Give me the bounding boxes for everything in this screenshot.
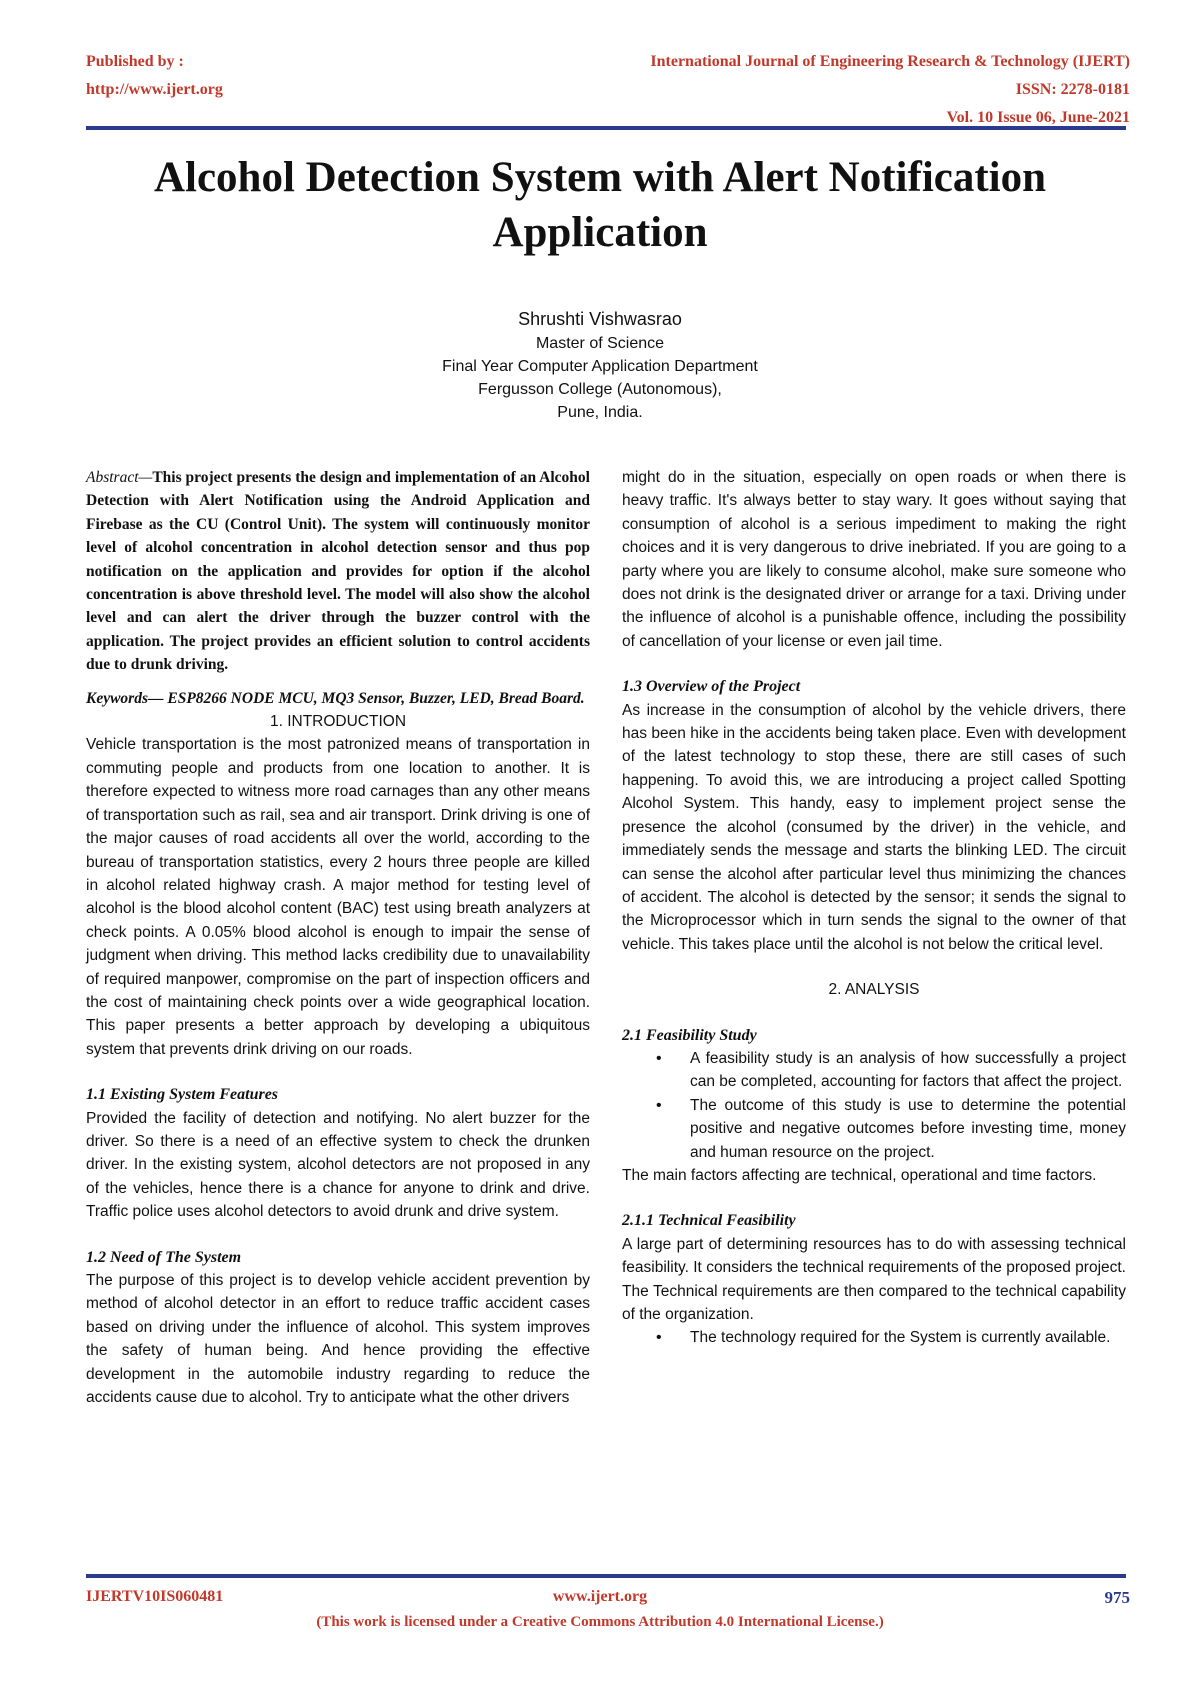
journal-name: International Journal of Engineering Research & Technology (IJERT) [650, 53, 1130, 70]
abstract [86, 466, 590, 677]
published-by: Published by : [86, 53, 184, 70]
need-text-continued: might do in the situation, especially on open roads or when there is heavy traffic. It's always better to stay wary. It goes without saying that consumption of alcohol is a serious impediment to making the right choices and it is very dangerous to drive inebriated. If you are going to a party where you are likely to consume alcohol, make sure someone who does not drink is the designated driver or arrange for a taxi. Driving under the influence of alcohol is a punishable offence, including the possibility of cancellation of your license or even jail time. [622, 469, 1126, 650]
keywords [86, 687, 590, 710]
feasibility-text: The main factors affecting are technical, operational and time factors. [622, 1166, 1097, 1184]
footer-divider [86, 1574, 1126, 1578]
subsection-heading-technical: 2.1.1 Technical Feasibility [622, 1212, 796, 1230]
subsection-heading-need: 1.2 Need of The System [86, 1248, 242, 1266]
license-note: (This work is licensed under a Creative Commons Attribution 4.0 International License.) [316, 1614, 884, 1630]
section-heading-analysis: 2. ANALYSIS [828, 981, 920, 999]
author-name: Shrushti Vishwasrao [518, 309, 682, 329]
author-block [200, 306, 1000, 424]
author-city: Pune, India. [557, 404, 643, 421]
journal-url-link[interactable]: http://www.ijert.org [86, 81, 223, 98]
bullet-item: • The outcome of this study is use to determine the potential positive and negative outcomes before investing time, money and human resource on the project. [690, 1094, 1126, 1164]
technical-bullet-list [622, 1326, 1126, 1349]
technical-text: A large part of determining resources has to do with assessing technical feasibility. It considers the technical requirements of the proposed project. The Technical requirements are then compared to the technical capability of the organization. [622, 1235, 1126, 1323]
section-heading-introduction: 1. INTRODUCTION [269, 713, 407, 731]
keywords-label: Keywords— [86, 689, 164, 707]
left-column [86, 466, 590, 1409]
bullet-item: • The technology required for the System is currently available. [690, 1326, 1126, 1349]
subsection-heading-overview: 1.3 Overview of the Project [622, 678, 801, 696]
bullet-item: • A feasibility study is an analysis of how successfully a project can be completed, accounting for factors that affect the project. [690, 1047, 1126, 1094]
introduction-text: Vehicle transportation is the most patronized means of transportation in commuting people and products from one location to another. It is therefore expected to witness more road carnages than any other means of transportation such as rail, sea and air transport. Drink driving is one of the major causes of road accidents all over the world, according to the bureau of transportation statistics, every 2 hours three people are killed in alcohol related highway crash. A major method for testing level of alcohol is the blood alcohol content (BAC) test using breath analyzers at check points. A 0.05% blood alcohol is enough to impair the sense of judgment when driving. This method lacks credibility due to unavailability of required manpower, compromise on the part of inspection officers and the cost of maintaining check points over a wide geographical location. This paper presents a better approach by developing a ubiquitous system that prevents drink driving on our roads. [86, 736, 590, 1058]
paper-title: Alcohol Detection System with Alert Notification Application [153, 154, 1047, 256]
author-college: Fergusson College (Autonomous), [478, 381, 722, 398]
author-degree: Master of Science [535, 335, 665, 352]
overview-text: As increase in the consumption of alcohol by the vehicle drivers, there has been hike in the accidents being taken place. Even with development of the latest technology to stop these, there are still cases of such happening. To avoid this, we are introducing a project called Spotting Alcohol System. This handy, easy to implement project sense the presence the alcohol (consumed by the driver) in the vehicle, and immediately sends the message and starts the blinking LED. The circuit can sense the alcohol after particular level thus minimizing the chances of accident. The alcohol is detected by the sensor; it sends the signal to the Microprocessor which in turn sends the signal to the owner of that vehicle. This takes place until the alcohol is not below the critical level. [622, 701, 1126, 953]
existing-system-text: Provided the facility of detection and notifying. No alert buzzer for the driver. So there is a need of an effective system to check the drunken driver. In the existing system, alcohol detectors are not proposed in any of the vehicles, hence there is a chance for anyone to drink and drive. Traffic police uses alcohol detectors to avoid drunk and drive system. [86, 1109, 590, 1221]
header-right [650, 48, 1130, 132]
volume-issue: Vol. 10 Issue 06, June-2021 [946, 109, 1130, 126]
paper-id: IJERTV10IS060481 [86, 1588, 224, 1605]
header-left [86, 48, 223, 104]
header-divider [86, 126, 1126, 130]
subsection-heading-feasibility: 2.1 Feasibility Study [622, 1026, 757, 1044]
keywords-text: ESP8266 NODE MCU, MQ3 Sensor, Buzzer, LED, Bread Board. [163, 689, 585, 707]
footer-site-link[interactable]: www.ijert.org [552, 1588, 648, 1605]
author-department: Final Year Computer Application Department [442, 358, 758, 375]
right-column [622, 466, 1126, 1350]
abstract-text: This project presents the design and implementation of an Alcohol Detection with Alert Notification using the Android Application and Firebase as the CU (Control Unit). The system will continuously monitor level of alcohol concentration in alcohol detection sensor and thus pop notification on the application and provides for option if the alcohol concentration is above threshold level. The model will also show the alcohol level and can alert the driver through the buzzer control with the application. The project provides an efficient solution to control accidents due to drunk driving. [86, 469, 590, 674]
need-text: The purpose of this project is to develop vehicle accident prevention by method of alcohol detector in an effort to reduce traffic accident cases based on driving under the influence of alcohol. This system improves the safety of human being. And hence providing the effective development in the automobile industry regarding to reduce the accidents cause due to alcohol. Try to anticipate what the other drivers [86, 1272, 590, 1407]
feasibility-bullet-list [622, 1047, 1126, 1164]
issn: ISSN: 2278-0181 [1015, 81, 1130, 98]
spacer [622, 956, 1126, 978]
abstract-label: Abstract— [86, 469, 153, 486]
subsection-heading-existing-system: 1.1 Existing System Features [86, 1086, 279, 1104]
page-number: 975 [1104, 1588, 1130, 1607]
